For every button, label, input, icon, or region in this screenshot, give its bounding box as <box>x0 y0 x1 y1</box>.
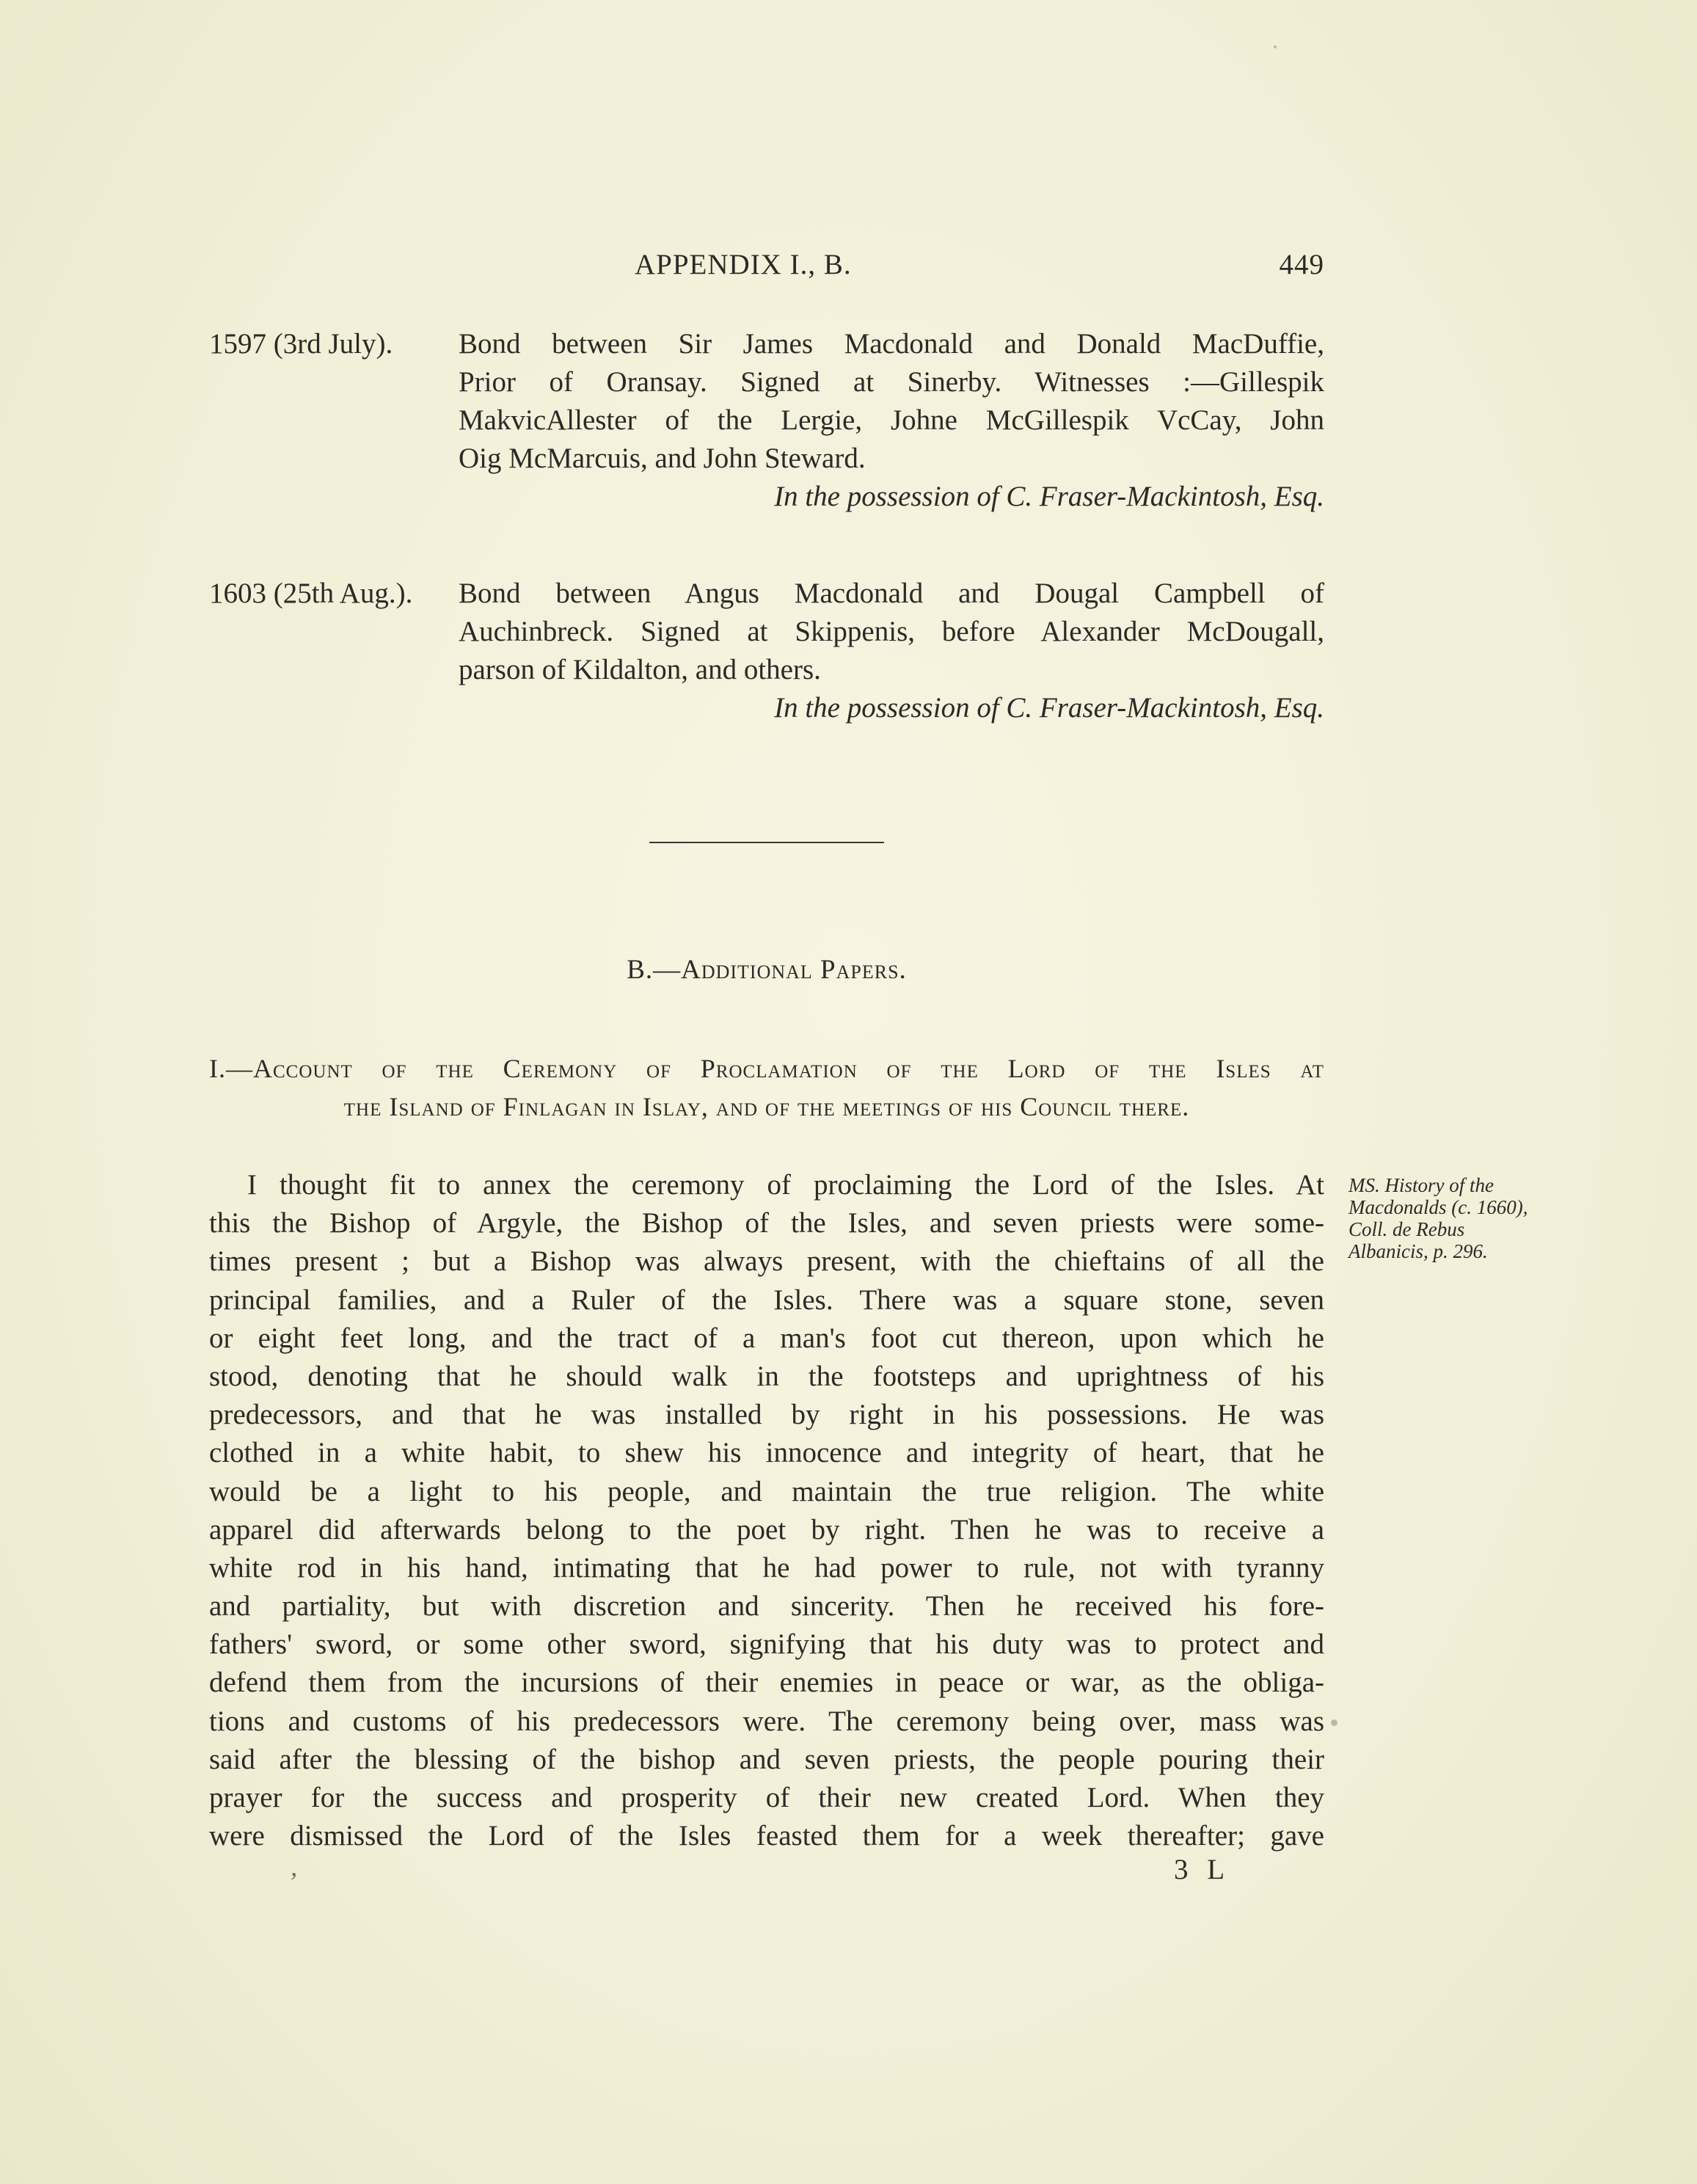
margin-note-line: Coll. de Rebus <box>1349 1218 1465 1240</box>
margin-note-line: Macdonalds (c. 1660), <box>1349 1196 1528 1218</box>
entry-date: 1603 (25th Aug.). <box>209 578 413 609</box>
paragraph-line: principal families, and a Ruler of the Isles. There was a square stone, seven <box>209 1284 1324 1316</box>
paragraph-line: times present ; but a Bishop was always present, with the chieftains of all the <box>209 1245 1324 1278</box>
entry-body <box>459 325 1324 516</box>
paragraph-line: prayer for the success and prosperity of their new created Lord. When they <box>209 1782 1324 1813</box>
margin-note-line: Albanicis, p. 296. <box>1349 1240 1488 1262</box>
entry-line: MakvicAllester of the Lergie, Johne McGillespik VcCay, John <box>459 404 1324 436</box>
entry-line: Prior of Oransay. Signed at Sinerby. Witnesses :—Gillespik <box>459 366 1324 398</box>
section-i-heading <box>209 1049 1324 1126</box>
entry-source: In the possession of C. Fraser-Mackintosh, Esq. <box>774 481 1324 512</box>
paragraph-line: were dismissed the Lord of the Isles feasted them for a week thereafter; gave <box>209 1820 1324 1852</box>
paragraph-line: said after the blessing of the bishop and seven priests, the people pouring their <box>209 1743 1324 1775</box>
page-number: 449 <box>1279 249 1324 280</box>
paragraph-line: predecessors, and that he was installed by right in his possessions. He was <box>209 1399 1324 1431</box>
paragraph-line: clothed in a white habit, to shew his innocence and integrity of heart, that he <box>209 1437 1324 1469</box>
entry-line: Auchinbreck. Signed at Skippenis, before Alexander McDougall, <box>459 616 1324 647</box>
paper-blemish <box>1331 1719 1337 1726</box>
paragraph-line: defend them from the incursions of their enemies in peace or war, as the obliga- <box>209 1667 1324 1699</box>
entry-line: parson of Kildalton, and others. <box>459 654 821 685</box>
running-head-title: APPENDIX I., B. <box>635 249 852 280</box>
section-i-heading-line: I.—Account of the Ceremony of Proclamation of the Lord of the Isles at <box>209 1054 1324 1083</box>
entry-body <box>459 575 1324 727</box>
paragraph-line: fathers' sword, or some other sword, signifying that his duty was to protect and <box>209 1628 1324 1661</box>
paper-blemish <box>1274 46 1277 48</box>
section-i-heading-line: the Island of Finlagan in Islay, and of the meetings of his Council there. <box>343 1092 1190 1121</box>
section-divider <box>649 842 884 843</box>
paragraph-line: I thought fit to annex the ceremony of proclaiming the Lord of the Isles. At <box>247 1169 1324 1201</box>
paragraph-line: or eight feet long, and the tract of a man's foot cut thereon, upon which he <box>209 1322 1324 1354</box>
entry-date: 1597 (3rd July). <box>209 328 393 360</box>
stray-ink-mark: ʼ <box>288 1867 296 1896</box>
paragraph-line: tions and customs of his predecessors were. The ceremony being over, mass was <box>209 1705 1324 1737</box>
margin-note <box>1349 1174 1561 1262</box>
entry-line: Bond between Angus Macdonald and Dougal Campbell of <box>459 578 1324 609</box>
paragraph-line: apparel did afterwards belong to the poet by right. Then he was to receive a <box>209 1513 1324 1546</box>
margin-note-line: MS. History of the <box>1349 1174 1494 1196</box>
paragraph-line: and partiality, but with discretion and sincerity. Then he received his fore- <box>209 1590 1324 1623</box>
signature-mark: 3 L <box>1174 1854 1231 1885</box>
entry-source: In the possession of C. Fraser-Mackintosh, Esq. <box>774 692 1324 724</box>
paragraph-line: white rod in his hand, intimating that he had power to rule, not with tyranny <box>209 1551 1324 1584</box>
paragraph-line: would be a light to his people, and maintain the true religion. The white <box>209 1475 1324 1507</box>
entry-line: Bond between Sir James Macdonald and Donald MacDuffie, <box>459 328 1324 360</box>
running-head <box>209 248 1324 292</box>
paragraph-line: this the Bishop of Argyle, the Bishop of the Isles, and seven priests were some- <box>209 1207 1324 1240</box>
paragraph-line: stood, denoting that he should walk in the footsteps and uprightness of his <box>209 1360 1324 1392</box>
body-paragraph <box>209 1166 1324 1855</box>
section-b-heading: B.—Additional Papers. <box>627 955 907 985</box>
entry-line: Oig McMarcuis, and John Steward. <box>459 443 866 474</box>
